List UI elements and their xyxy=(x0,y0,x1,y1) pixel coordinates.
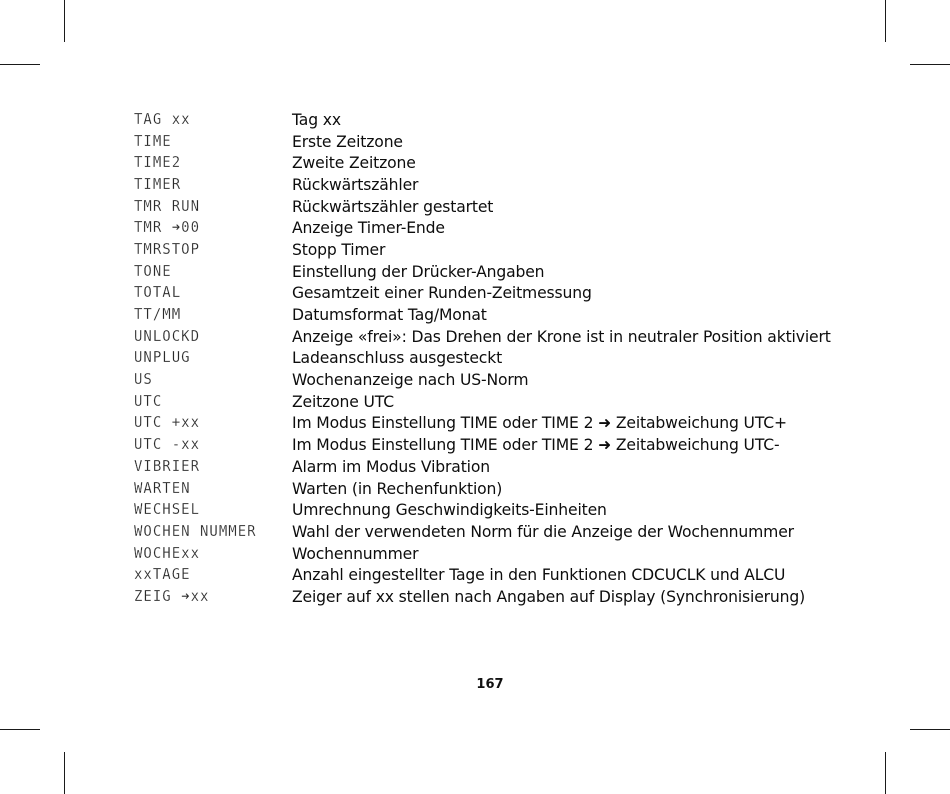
term-description: Umrechnung Geschwindigkeits-Einheiten xyxy=(292,501,607,520)
crop-mark-bottom-left-vertical xyxy=(64,752,65,794)
term-description: Alarm im Modus Vibration xyxy=(292,457,490,476)
display-term: UTC -xx xyxy=(134,436,201,454)
display-term: TIMER xyxy=(134,176,182,194)
term-description: Wochenanzeige nach US-Norm xyxy=(292,371,529,390)
display-glossary xyxy=(134,109,834,608)
display-term: WECHSEL xyxy=(134,501,201,519)
glossary-row xyxy=(134,109,834,131)
glossary-row xyxy=(134,521,834,543)
glossary-row xyxy=(134,196,834,218)
glossary-row xyxy=(134,564,834,586)
display-term: TMR ➜00 xyxy=(134,219,201,237)
display-term: WOCHEN NUMMER xyxy=(134,523,257,541)
glossary-row xyxy=(134,304,834,326)
crop-mark-top-left-vertical xyxy=(64,0,65,42)
term-description: Wahl der verwendeten Norm für die Anzeige der Wochennummer xyxy=(292,522,794,541)
crop-mark-bottom-right-vertical xyxy=(885,752,886,794)
display-term: TIME xyxy=(134,133,172,150)
term-description: Rückwärtszähler gestartet xyxy=(292,197,494,216)
glossary-row xyxy=(134,131,834,153)
display-term: TIME2 xyxy=(134,154,182,172)
glossary-row xyxy=(134,152,834,174)
term-description: Anzeige Timer-Ende xyxy=(292,219,445,238)
term-description: Im Modus Einstellung TIME oder TIME 2 ➜ Zeitabweichung UTC- xyxy=(292,436,780,455)
crop-mark-top-right-vertical xyxy=(885,0,886,42)
term-description: Anzahl eingestellter Tage in den Funktionen CDCUCLK und ALCU xyxy=(292,566,786,585)
display-term: xxTAGE xyxy=(134,566,191,584)
glossary-row xyxy=(134,543,834,565)
display-term: UNPLUG xyxy=(134,350,191,367)
display-term: UNLOCKD xyxy=(134,328,201,346)
glossary-row xyxy=(134,174,834,196)
term-description: Ladeanschluss ausgesteckt xyxy=(292,349,503,368)
term-description: Zweite Zeitzone xyxy=(292,154,416,173)
display-term: WARTEN xyxy=(134,480,191,497)
glossary-row xyxy=(134,413,834,435)
display-term: US xyxy=(134,371,153,389)
crop-mark-bottom-left-horizontal xyxy=(0,729,40,730)
display-term: UTC xyxy=(134,393,163,411)
term-description: Stopp Timer xyxy=(292,240,386,259)
glossary-row xyxy=(134,217,834,239)
term-description: Tag xx xyxy=(292,110,341,129)
crop-mark-top-right-horizontal xyxy=(910,64,950,65)
display-term: TONE xyxy=(134,263,172,281)
term-description: Erste Zeitzone xyxy=(292,132,403,151)
term-description: Datumsformat Tag/Monat xyxy=(292,306,487,325)
glossary-row xyxy=(134,391,834,413)
term-description: Wochennummer xyxy=(292,544,419,563)
display-term: TOTAL xyxy=(134,284,182,302)
display-term: TMR RUN xyxy=(134,198,201,215)
glossary-row xyxy=(134,499,834,521)
glossary-row xyxy=(134,456,834,478)
term-description: Anzeige «frei»: Das Drehen der Krone ist in neutraler Position aktiviert xyxy=(292,327,831,346)
glossary-row xyxy=(134,326,834,348)
term-description: Zeiger auf xx stellen nach Angaben auf Display (Synchronisierung) xyxy=(292,587,806,606)
glossary-row xyxy=(134,239,834,261)
term-description: Einstellung der Drücker-Angaben xyxy=(292,262,545,281)
glossary-row xyxy=(134,348,834,370)
term-description: Zeitzone UTC xyxy=(292,392,394,411)
glossary-row xyxy=(134,434,834,456)
crop-mark-bottom-right-horizontal xyxy=(910,729,950,730)
term-description: Warten (in Rechenfunktion) xyxy=(292,479,503,498)
term-description: Im Modus Einstellung TIME oder TIME 2 ➜ Zeitabweichung UTC+ xyxy=(292,414,787,433)
glossary-row xyxy=(134,586,834,608)
glossary-row xyxy=(134,261,834,283)
display-term: VIBRIER xyxy=(134,458,201,476)
display-term: UTC +xx xyxy=(134,415,201,432)
page-number: 167 xyxy=(476,677,504,692)
glossary-row xyxy=(134,478,834,500)
display-term: TAG xx xyxy=(134,111,191,129)
term-description: Rückwärtszähler xyxy=(292,175,419,194)
crop-mark-top-left-horizontal xyxy=(0,64,40,65)
display-term: ZEIG ➜xx xyxy=(134,588,210,606)
glossary-row xyxy=(134,283,834,305)
term-description: Gesamtzeit einer Runden-Zeitmessung xyxy=(292,284,592,303)
display-term: TMRSTOP xyxy=(134,241,201,259)
display-term: WOCHExx xyxy=(134,545,201,562)
display-term: TT/MM xyxy=(134,306,182,324)
glossary-row xyxy=(134,369,834,391)
